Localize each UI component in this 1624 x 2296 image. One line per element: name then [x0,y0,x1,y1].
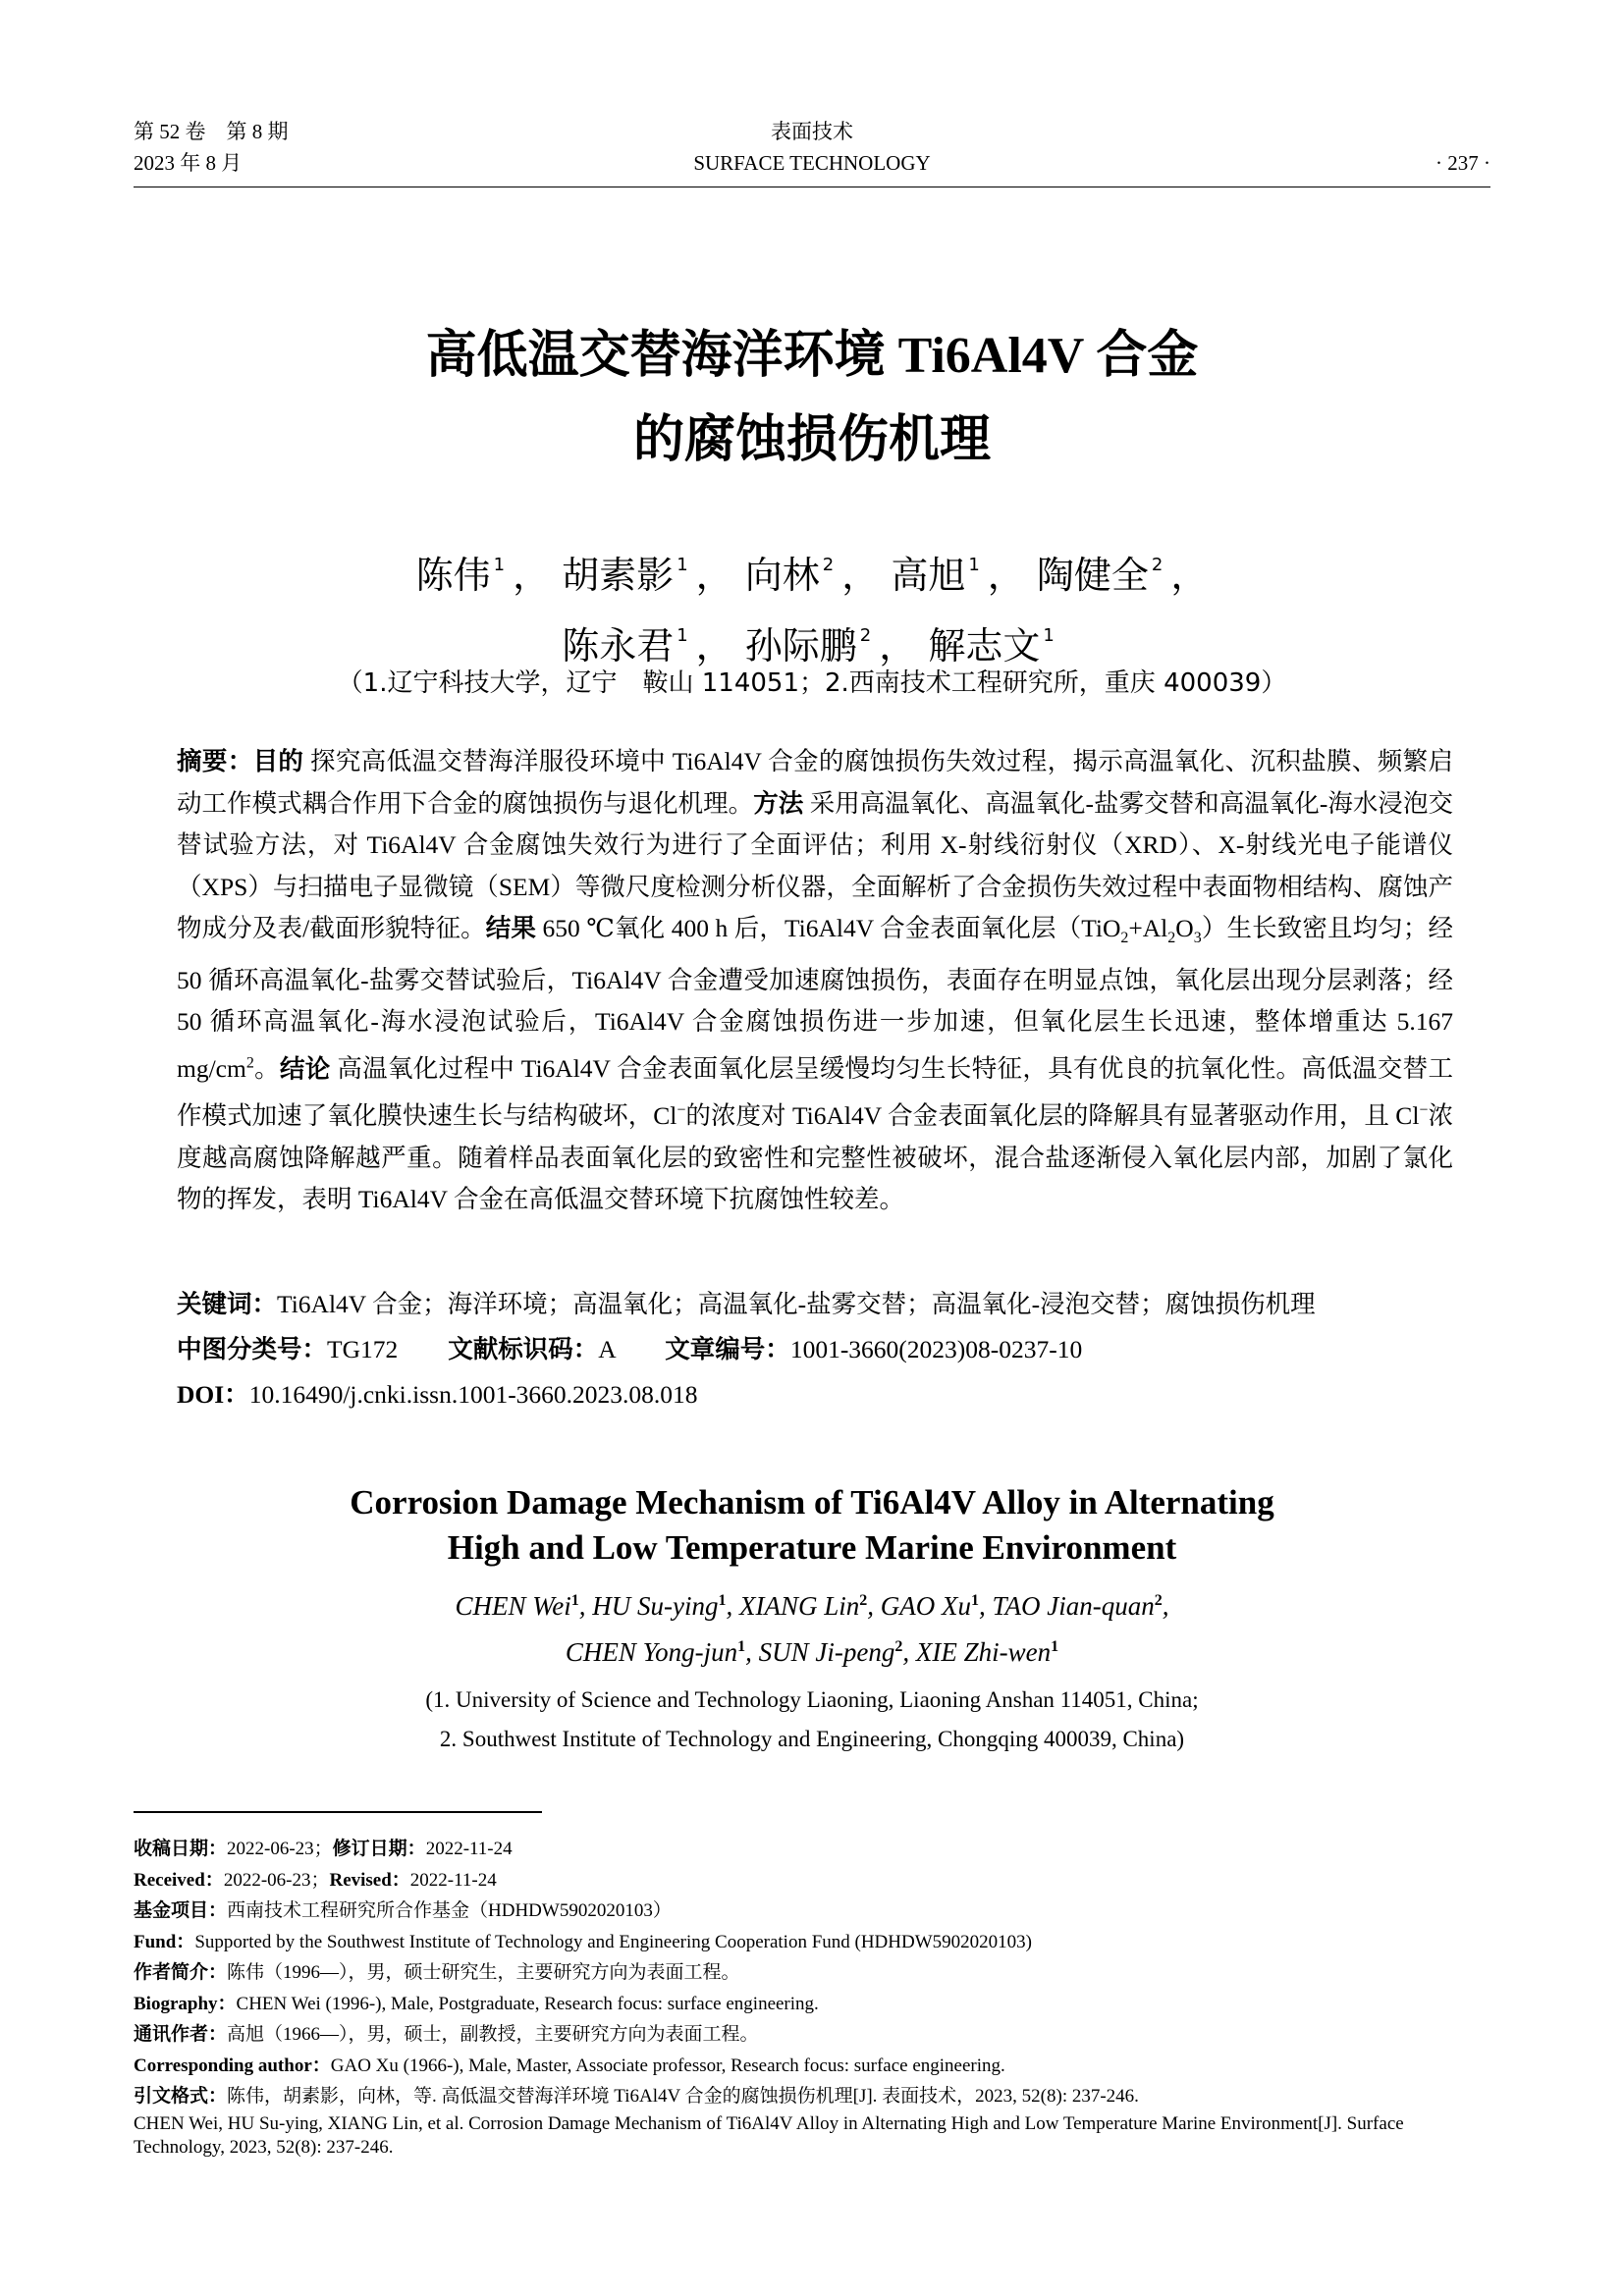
abstract-result-text: 650 ℃氧化 400 h 后，Ti6Al4V 合金表面氧化层（TiO [542,914,1121,942]
author-name: 解志文 [928,624,1041,667]
subscript: 2 [1167,930,1176,947]
doi-line [177,1374,1473,1415]
author-separator: ， [513,554,551,597]
author-affil-mark: 1 [737,1638,746,1655]
affiliation-cn: （1.辽宁科技大学，辽宁 鞍山 114051；2.西南技术工程研究所，重庆 400039） [337,668,1287,698]
author-affil-mark: 1 [1043,625,1055,646]
header-page-number: · 237 · [1435,151,1490,175]
author-affil-mark: 2 [859,1592,868,1609]
authors-en-line1: CHEN Wei$^1$, HU Su-ying$^1$, XIANG Lin$^2$, GAO Xu$^1$, TAO Jian-quan$^2$, [455,1591,1169,1621]
footnote-cite-en: CHEN Wei, HU Su-ying, XIANG Lin, et al. Corrosion Damage Mechanism of Ti6Al4V Alloy in Alternating High and Low Temperature Marine Environment[J]. Surface Technology, 2023, 52(8): 237-246. [134,2112,1404,2158]
footnote-label: Fund： [134,1931,195,1952]
footnote-bio-cn [134,1957,1498,1989]
header-volume: 第 52 卷 第 8 期 [134,120,289,143]
subscript: 3 [1193,930,1202,947]
author-name: 陈永君 [562,624,675,667]
authors-cn [0,535,1624,676]
author-affil-mark: 1 [677,625,688,646]
footnote-fund-cn [134,1896,1498,1927]
superscript: 2 [245,1054,254,1072]
header-date: 2023 年 8 月 [134,151,243,175]
abstract-result-text: O [1175,914,1194,942]
author-name-en: XIANG Lin [739,1591,860,1621]
author-affil-mark: 2 [894,1638,903,1655]
footnote-label: 作者简介： [134,1961,228,1983]
article-no-value: 1001-3660(2023)08-0237-10 [789,1335,1083,1363]
author-name: 向林 [744,554,820,597]
footnote-value: 2022-06-23； [227,1839,333,1859]
footnote-value: 高旭（1966—），男，硕士，副教授，主要研究方向为表面工程。 [227,2024,759,2045]
author-separator: ， [695,554,733,597]
author-separator: ， [987,554,1025,597]
footnote-corr-cn [134,2019,1498,2051]
abstract-conclusion-text: 高温氧化过程中 Ti6Al4V 合金表面氧化层呈缓慢均匀生长特征，具有优良的抗氧化性。高低温交替工作模式加速了氧化膜快速生长与结构破坏，Cl [177,1054,1453,1131]
footnote-label: Biography： [134,1993,237,2014]
affiliation-en-line1: (1. University of Science and Technology Liaoning, Liaoning Anshan 114051, China; [425,1687,1199,1712]
abstract-conclusion-label: 结论 [279,1054,331,1084]
doc-code-label: 文献标识码： [448,1335,599,1364]
footnote-value: CHEN Wei (1996-), Male, Postgraduate, Research focus: surface engineering. [236,1993,819,2014]
footnote-label: 引文格式： [134,2085,228,2107]
footnote-value: Supported by the Southwest Institute of Technology and Engineering Cooperation Fund (HDHDW5902020103) [194,1931,1032,1952]
abstract-result-text: ）生长致密且均匀；经 50 循环高温氧化-盐雾交替试验后，Ti6Al4V 合金遭受加速腐蚀损伤，表面存在明显点蚀，氧化层出现分层剥落；经 50 循环高温氧化-海水浸泡试验后，Ti6Al4V 合金腐蚀损伤进一步加速，但氧化层生长迅速，整体增重达 5.167 mg/cm [177,914,1453,1084]
title-cn-line2: 的腐蚀损伤机理 [632,412,991,468]
footnote-label: 通讯作者： [134,2023,228,2045]
authors-en-line2: CHEN Yong-jun$^1$, SUN Ji-peng$^2$, XIE Zhi-wen$^1$ [565,1637,1059,1667]
footnote-value: GAO Xu (1966-), Male, Master, Associate professor, Research focus: surface engineering. [330,2055,1005,2076]
author-separator: ， [879,624,917,667]
footnote-received-en [134,1865,1498,1896]
author-affil-mark: 2 [1151,555,1164,575]
keywords-label: 关键词： [177,1290,278,1319]
title-cn [0,314,1624,483]
author-separator: ， [841,554,880,597]
keywords-text: Ti6Al4V 合金；海洋环境；高温氧化；高温氧化-盐雾交替；高温氧化-浸泡交替；腐蚀损伤机理 [277,1290,1316,1318]
title-en-line2: High and Low Temperature Marine Environment [447,1528,1177,1567]
footnote-value: 陈伟，胡素影，向林，等. 高低温交替海洋环境 Ti6Al4V 合金的腐蚀损伤机理[J]. 表面技术，2023, 52(8): 237-246. [227,2086,1139,2107]
footnote-label: 收稿日期： [134,1838,228,1859]
author-affil-mark: 1 [971,1592,979,1609]
author-name: 高旭 [891,554,966,597]
author-affil-mark: 1 [570,1592,579,1609]
footnote-fund-en [134,1927,1498,1958]
footnotes [134,1834,1498,2160]
classification-line [177,1329,1473,1370]
keywords [177,1284,1473,1325]
author-name: 胡素影 [562,554,675,597]
author-name-en: HU Su-ying [592,1591,719,1621]
footnote-value: 2022-06-23； [223,1869,330,1891]
doc-code-value: A [598,1335,616,1363]
footnote-value: 陈伟（1996—），男，硕士研究生，主要研究方向为表面工程。 [227,1962,740,1983]
footnote-cite-cn [134,2081,1498,2112]
abstract-conclusion-text: 浓度越高腐蚀降解越严重。随着样品表面氧化层的致密性和完整性被破坏，混合盐逐渐侵入氧化层内部，加剧了氯化物的挥发，表明 Ti6Al4V 合金在高低温交替环境下抗腐蚀性较差。 [177,1101,1453,1214]
author-separator: ， [695,624,733,667]
affiliation-en [0,1681,1624,1759]
doi-label: DOI： [177,1380,249,1409]
abstract-purpose-label: 目的 [252,747,304,775]
author-affil-mark: 2 [859,625,872,646]
authors-en [0,1580,1624,1673]
footnote-value: 西南技术工程研究所合作基金（HDHDW5902020103） [227,1900,672,1921]
author-affil-mark: 1 [718,1592,727,1609]
author-name-en: SUN Ji-peng [758,1637,895,1667]
footnote-received-cn [134,1834,1498,1865]
author-affil-mark: 1 [1051,1638,1059,1655]
header-journal-en: SURFACE TECHNOLOGY [693,151,931,175]
doi-value[interactable]: 10.16490/j.cnki.issn.1001-3660.2023.08.018 [248,1380,698,1409]
clc-value: TG172 [327,1335,399,1363]
author-affil-mark: 2 [822,555,835,575]
title-en [0,1480,1624,1571]
author-name-en: XIE Zhi-wen [915,1637,1052,1667]
author-name: 孙际鹏 [744,624,857,667]
author-name: 陈伟 [415,554,491,597]
footnote-corr-en [134,2051,1498,2082]
abstract-method-label: 方法 [753,788,804,818]
footnote-label: Received： [134,1869,224,1891]
subscript: 2 [1120,930,1129,947]
footnote-bio-en [134,1989,1498,2020]
footnote-rule [134,1811,542,1813]
article-no-label: 文章编号： [665,1335,790,1364]
author-name: 陶健全 [1036,554,1149,597]
author-affil-mark: 1 [677,555,688,575]
title-en-line1: Corrosion Damage Mechanism of Ti6Al4V Alloy in Alternating [350,1483,1274,1522]
footnote-label: 基金项目： [134,1899,228,1921]
footnote-label: 修订日期： [332,1838,426,1859]
header-journal-cn: 表面技术 [771,120,853,143]
footnote-value: 2022-11-24 [425,1839,513,1859]
abstract-cn [177,741,1453,1221]
abstract-result-label: 结果 [485,914,537,942]
superscript: − [1419,1101,1429,1119]
footnote-label: Corresponding author： [134,2055,331,2076]
abstract-label: 摘要： [177,747,253,776]
running-header [134,116,1490,187]
header-journal [134,116,1490,179]
abstract-method: 采用高温氧化、高温氧化-盐雾交替和高温氧化-海水浸泡交替试验方法，对 Ti6Al4V 合金腐蚀失效行为进行了全面评估；利用 X-射线衍射仪（XRD）、X-射线光电子能谱仪（XPS）与扫描电子显微镜（SEM）等微尺度检测分析仪器，全面解析了合金损伤失效过程中表面物相结构、腐蚀产物成分及表/截面形貌特征。 [177,788,1453,942]
author-affil-mark: 1 [493,555,506,575]
superscript: − [677,1101,686,1119]
author-name-en: TAO Jian-quan [992,1591,1155,1621]
abstract-result-text: 。 [253,1054,280,1084]
abstract-result-text: +Al [1128,914,1168,942]
abstract-conclusion-text: 的浓度对 Ti6Al4V 合金表面氧化层的降解具有显著驱动作用，且 Cl [685,1101,1420,1131]
affiliation-en-line2: 2. Southwest Institute of Technology and Engineering, Chongqing 400039, China) [439,1727,1185,1751]
author-separator: ， [1170,554,1209,597]
footnote-label: Revised： [329,1869,410,1891]
author-name-en: CHEN Yong-jun [565,1637,738,1667]
footnote-value: 2022-11-24 [409,1869,497,1891]
authors-cn-line1 [0,535,1624,606]
author-name-en: CHEN Wei [455,1591,571,1621]
abstract-purpose: 探究高低温交替海洋服役环境中 Ti6Al4V 合金的腐蚀损伤失效过程，揭示高温氧化、沉积盐膜、频繁启动工作模式耦合作用下合金的腐蚀损伤与退化机理。 [177,747,1453,818]
author-name-en: GAO Xu [880,1591,971,1621]
author-affil-mark: 2 [1154,1592,1163,1609]
clc-label: 中图分类号： [177,1335,328,1364]
title-cn-line1: 高低温交替海洋环境 Ti6Al4V 合金 [425,328,1199,384]
abstract-conclusion [177,1054,1453,1213]
author-affil-mark: 1 [968,555,980,575]
